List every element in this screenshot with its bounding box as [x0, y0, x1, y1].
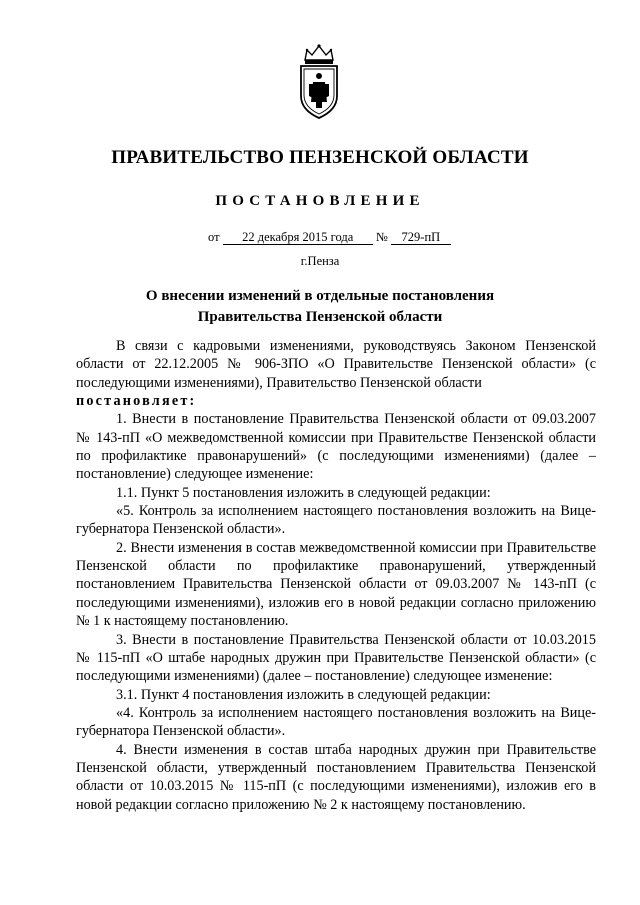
paragraph-1-quote: «5. Контроль за исполнением настоящего постановления возложить на Вице-губернатора Пензенской области». — [76, 503, 596, 538]
paragraph-3: 3. Внести в постановление Правительства Пензенской области от 10.03.2015 № 115-пП «О штабе народных дружин при Правительстве Пензенской области» (с последующими изменениями) (далее – постановление) следующее изменение: — [76, 631, 596, 685]
paragraph-3-quote: «4. Контроль за исполнением настоящего постановления возложить на Вице-губернатора Пензенской области». — [76, 704, 596, 740]
resolves-word: постановляет: — [76, 393, 197, 410]
intro-paragraph — [76, 337, 596, 410]
city-name: г.Пенза — [300, 254, 340, 268]
document-subject — [0, 286, 640, 328]
subject-line-1: О внесении изменений в отдельные постановления — [145, 288, 495, 304]
document-body — [76, 337, 596, 814]
date-number-line — [208, 230, 451, 245]
document-date: 22 декабря 2015 года — [223, 231, 373, 245]
government-title: ПРАВИТЕЛЬСТВО ПЕНЗЕНСКОЙ ОБЛАСТИ — [111, 147, 529, 168]
paragraph-2: 2. Внести изменения в состав межведомственной комиссии при Правительстве Пензенской области по профилактике правонарушений, утвержденный постановлением Правительства Пензенской области от 09.03.2007 № 143-пП (с последующими изменениями), изложив его в новой редакции согласно приложению № 1 к настоящему постановлению. — [76, 539, 596, 630]
document-type-title: ПОСТАНОВЛЕНИЕ — [215, 193, 425, 209]
subject-line-2: Правительства Пензенской области — [197, 309, 443, 325]
paragraph-3-1: 3.1. Пункт 4 постановления изложить в следующей редакции: — [116, 686, 491, 703]
coat-of-arms-emblem-icon — [295, 42, 343, 120]
document-number: 729-пП — [391, 231, 451, 245]
intro-text: В связи с кадровыми изменениями, руководствуясь Законом Пензенской области от 22.12.2005 № 906-ЗПО «О Правительстве Пензенской области» (с последующими изменениями), Правительство Пензенской области — [76, 338, 596, 391]
paragraph-1-1: 1.1. Пункт 5 постановления изложить в следующей редакции: — [116, 484, 491, 501]
date-prefix: от — [208, 230, 220, 244]
paragraph-1: 1. Внести в постановление Правительства Пензенской области от 09.03.2007 № 143-пП «О межведомственной комиссии при Правительстве Пензенской области по профилактике правонарушений» (с последующими изменениями) (далее – постановление) следующее изменение: — [76, 411, 596, 483]
number-prefix: № — [375, 230, 388, 244]
paragraph-4: 4. Внести изменения в состав штаба народных дружин при Правительстве Пензенской области, утвержденный постановлением Правительства Пензенской области от 10.03.2015 № 115-пП (с последующими изменениями), изложив его в новой редакции согласно приложению № 2 к настоящему постановлению. — [76, 741, 596, 813]
